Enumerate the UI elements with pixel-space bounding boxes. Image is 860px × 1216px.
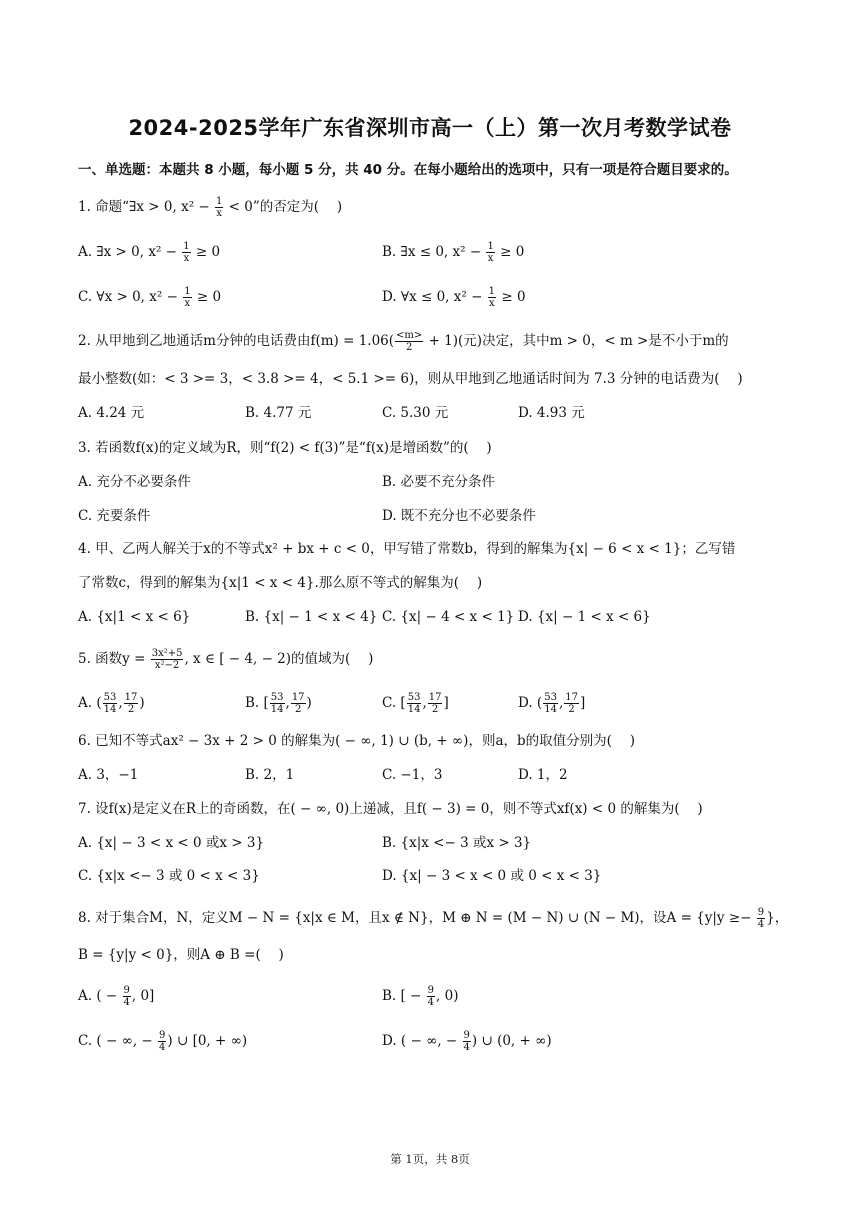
page-title: 2024-2025学年广东省深圳市高一（上）第一次月考数学试卷 — [128, 116, 732, 140]
q5-option-c[interactable]: C. [ $\frac{53}{14}$ , $\frac{17}{2}$ ] — [382, 692, 449, 715]
option-text: D. ∀x ≤ 0, x² − — [382, 289, 487, 305]
fraction — [427, 985, 435, 1008]
option-text: B. [ − — [382, 988, 426, 1004]
q2-option-d[interactable]: D. 4.93 元 — [518, 405, 585, 421]
fraction — [291, 692, 306, 715]
fraction — [270, 692, 285, 715]
option-tail: ≥ 0 — [497, 289, 526, 305]
option-tail: , 0] — [131, 988, 155, 1004]
numerator: 1 — [216, 196, 223, 207]
option-text: C. ∀x > 0, x² − — [78, 289, 183, 305]
q5-stem-part-a: 5. 函数y = — [78, 651, 150, 667]
option-text: C. ( − ∞, − — [78, 1033, 158, 1049]
q1-option-c[interactable] — [78, 286, 221, 309]
question-2-stem-line-2: 最小整数(如：< 3 >= 3，< 3.8 >= 4，< 5.1 >= 6)，则从甲地到乙地通话时间为 7.3 分钟的电话费为( ) — [78, 371, 743, 387]
q8-option-c[interactable] — [78, 1030, 247, 1053]
denominator: 4 — [159, 1042, 166, 1053]
q3-option-a[interactable]: A. 充分不必要条件 — [78, 474, 191, 490]
fraction — [543, 692, 558, 715]
numerator: 9 — [757, 907, 765, 918]
numerator: 9 — [427, 985, 435, 996]
numerator: 53 — [270, 692, 284, 703]
option-tail: ) — [306, 695, 312, 711]
q7-option-b[interactable]: B. {x|x <− 3 或x > 3} — [382, 835, 532, 851]
denominator: 4 — [757, 919, 765, 930]
q3-option-c[interactable]: C. 充要条件 — [78, 508, 151, 524]
fraction — [124, 692, 139, 715]
numerator: 9 — [463, 1030, 470, 1041]
option-text: B. [ — [245, 695, 269, 711]
question-4-stem-line-2: 了常数c，得到的解集为{x|1 < x < 4}.那么原不等式的解集为( ) — [78, 575, 483, 591]
q7-option-d[interactable]: D. {x| − 3 < x < 0 或 0 < x < 3} — [382, 868, 602, 884]
fraction — [486, 241, 494, 264]
question-1-stem — [78, 196, 798, 219]
fraction — [215, 196, 223, 219]
question-3-stem: 3. 若函数f(x)的定义域为R，则“f(2) < f(3)”是“f(x)是增函数”的( ) — [78, 440, 492, 456]
denominator: x — [184, 298, 191, 309]
fraction — [103, 692, 118, 715]
numerator: 53 — [407, 692, 421, 703]
option-text: C. [ — [382, 695, 406, 711]
numerator: 1 — [488, 286, 496, 297]
q4-option-b[interactable]: B. {x| − 1 < x < 4} — [245, 609, 378, 625]
q4-option-d[interactable]: D. {x| − 1 < x < 6} — [518, 609, 651, 625]
fraction — [182, 241, 190, 264]
fraction — [488, 286, 496, 309]
option-text: A. ∃x > 0, x² − — [78, 244, 182, 260]
q8-option-d[interactable] — [382, 1030, 552, 1053]
q3-option-d[interactable]: D. 既不充分也不必要条件 — [382, 508, 536, 524]
denominator: 2 — [127, 704, 135, 715]
option-tail: ) ∪ (0, + ∞) — [471, 1033, 552, 1049]
q7-option-c[interactable]: C. {x|x <− 3 或 0 < x < 3} — [78, 868, 260, 884]
q5-option-d[interactable]: D. ( $\frac{53}{14}$ , $\frac{17}{2}$ ] — [518, 692, 586, 715]
numerator: 53 — [103, 692, 117, 703]
q2-stem-part-b: + 1)(元)决定，其中m > 0，< m >是不小于m的 — [424, 333, 729, 349]
q5-option-b[interactable]: B. [ $\frac{53}{14}$ , $\frac{17}{2}$ ) — [245, 692, 312, 715]
question-6-stem: 6. 已知不等式ax² − 3x + 2 > 0 的解集为( − ∞, 1) ∪ (b, + ∞)，则a，b的取值分别为( ) — [78, 733, 635, 749]
denominator: 2 — [568, 704, 575, 715]
q1-option-a[interactable] — [78, 241, 220, 264]
numerator: 17 — [428, 692, 442, 703]
denominator: 4 — [123, 997, 130, 1008]
fraction — [564, 692, 579, 715]
numerator: <m> — [396, 330, 423, 341]
option-tail: ) — [139, 695, 145, 711]
denominator: x — [489, 298, 495, 309]
numerator: 1 — [184, 286, 191, 297]
q4-option-c[interactable]: C. {x| − 4 < x < 1} — [382, 609, 515, 625]
numerator: 9 — [123, 985, 130, 996]
numerator: 17 — [124, 692, 138, 703]
page-footer: 第 1页，共 8页 — [390, 1152, 470, 1166]
fraction — [158, 1030, 166, 1053]
q2-option-c[interactable]: C. 5.30 元 — [382, 405, 449, 421]
denominator: 4 — [427, 997, 435, 1008]
question-7-stem: 7. 设f(x)是定义在R上的奇函数，在( − ∞, 0)上递减，且f( − 3) = 0，则不等式xf(x) < 0 的解集为( ) — [78, 801, 703, 817]
numerator: 9 — [159, 1030, 166, 1041]
denominator: 2 — [405, 342, 413, 353]
fraction — [428, 692, 443, 715]
q1-stem-part-a: 1. 命题“∃x > 0, x² − — [78, 199, 214, 215]
denominator: x — [487, 253, 494, 264]
q8-stem-part-b: }， — [766, 910, 789, 926]
option-text: D. ( — [518, 695, 543, 711]
numerator: 1 — [183, 241, 190, 252]
q4-option-a[interactable]: A. {x|1 < x < 6} — [78, 609, 191, 625]
option-tail: ) ∪ [0, + ∞) — [167, 1033, 248, 1049]
denominator: 4 — [463, 1042, 470, 1053]
q2-option-a[interactable]: A. 4.24 元 — [78, 405, 145, 421]
fraction — [395, 330, 423, 353]
option-text: A. ( — [78, 695, 102, 711]
option-tail: ] — [443, 695, 449, 711]
section-heading: 一、单选题：本题共 8 小题，每小题 5 分，共 40 分。在每小题给出的选项中，只有一项是符合题目要求的。 — [78, 162, 738, 178]
numerator: 1 — [487, 241, 494, 252]
option-text: D. ( − ∞, − — [382, 1033, 462, 1049]
q5-option-a[interactable]: A. ( $\frac{53}{14}$ , $\frac{17}{2}$ ) — [78, 692, 145, 715]
q6-option-b[interactable]: B. 2，1 — [245, 767, 295, 783]
numerator: 3x²+5 — [151, 648, 183, 659]
denominator: 2 — [294, 704, 302, 715]
denominator: 14 — [270, 704, 284, 715]
option-text: A. ( − — [78, 988, 122, 1004]
option-tail: ≥ 0 — [191, 244, 221, 260]
fraction — [463, 1030, 471, 1053]
option-tail: ] — [579, 695, 586, 711]
denominator: 14 — [407, 704, 421, 715]
fraction — [757, 907, 765, 930]
fraction — [407, 692, 422, 715]
q2-stem-part-a: 2. 从甲地到乙地通话m分钟的电话费由f(m) = 1.06( — [78, 333, 395, 349]
question-2-stem-line-1 — [78, 330, 798, 353]
option-tail: , 0) — [436, 988, 459, 1004]
denominator: x — [216, 208, 222, 219]
q1-option-d[interactable] — [382, 286, 526, 309]
numerator: 17 — [565, 692, 578, 703]
question-8-stem-line-2: B = {y|y < 0}，则A ⊕ B =( ) — [78, 947, 284, 963]
denominator: x — [183, 253, 190, 264]
question-8-stem-line-1 — [78, 907, 798, 930]
option-tail: ≥ 0 — [192, 289, 222, 305]
q2-option-b[interactable]: B. 4.77 元 — [245, 405, 312, 421]
q8-option-a[interactable] — [78, 985, 154, 1008]
fraction — [123, 985, 131, 1008]
q6-option-d[interactable]: D. 1，2 — [518, 767, 568, 783]
question-4-stem-line-1: 4. 甲、乙两人解关于x的不等式x² + bx + c < 0，甲写错了常数b，得到的解集为{x| − 6 < x < 1}；乙写错 — [78, 541, 736, 557]
q6-option-a[interactable]: A. 3，−1 — [78, 767, 139, 783]
option-tail: ≥ 0 — [495, 244, 525, 260]
q1-stem-part-b: < 0”的否定为( ) — [224, 199, 343, 215]
q6-option-c[interactable]: C. −1，3 — [382, 767, 443, 783]
q8-stem-part-a: 8. 对于集合M，N，定义M − N = {x|x ∈ M，且x ∉ N}，M ⊕ N = (M − N) ∪ (N − M)，设A = {y|y ≥− — [78, 910, 756, 926]
denominator: 14 — [103, 704, 117, 715]
question-5-stem — [78, 648, 798, 671]
numerator: 17 — [291, 692, 305, 703]
q1-option-b[interactable] — [382, 241, 524, 264]
fraction — [151, 648, 184, 671]
fraction — [183, 286, 191, 309]
denominator: 2 — [431, 704, 439, 715]
denominator: 14 — [544, 704, 557, 715]
q7-option-a[interactable]: A. {x| − 3 < x < 0 或x > 3} — [78, 835, 265, 851]
denominator: x²−2 — [154, 660, 180, 671]
q5-stem-part-b: , x ∈ [ − 4, − 2)的值域为( ) — [184, 651, 374, 667]
numerator: 53 — [544, 692, 557, 703]
q3-option-b[interactable]: B. 必要不充分条件 — [382, 474, 496, 490]
q8-option-b[interactable] — [382, 985, 459, 1008]
option-text: B. ∃x ≤ 0, x² − — [382, 244, 486, 260]
